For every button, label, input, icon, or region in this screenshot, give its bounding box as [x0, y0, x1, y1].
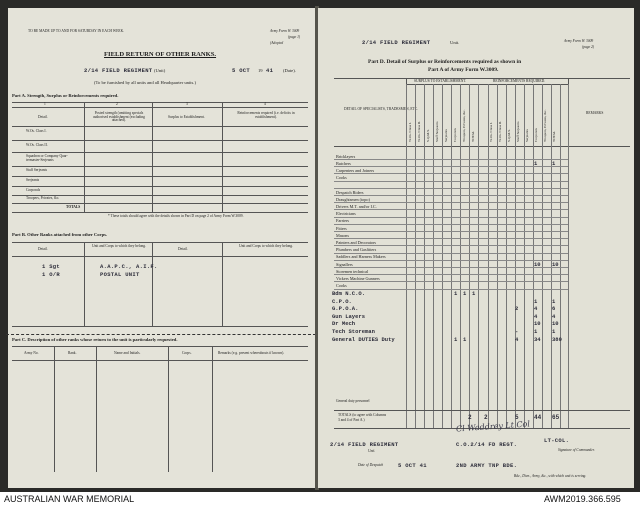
surplus-col-header: SURPLUS TO ESTABLISHMENT. [414, 79, 467, 83]
typed-row [318, 320, 634, 327]
trade-row-label: Masons [336, 232, 350, 238]
part-a-row-corporals: Corporals [26, 188, 41, 192]
rank-column-header: TOTAL [552, 130, 556, 142]
remarks-col-header: REMARKS [586, 111, 604, 115]
rank-column-header: W.Os. Class II. [417, 120, 421, 142]
typed-row-value: 1 [552, 297, 556, 305]
typed-row [318, 328, 634, 335]
part-b-header-unit-1: Unit and Corps to which they belong. [92, 244, 146, 248]
part-a-header-posted: Posted strength (omitting specials authorised establishment (excluding attached). [93, 111, 145, 123]
typed-row-label: Dr Mech [332, 320, 356, 328]
trade-row [318, 195, 634, 202]
trade-row-label: Saddlers and Harness Makers [336, 254, 386, 260]
part-b-entry-2-detail: 1 O/R [42, 271, 61, 278]
rank-column-header: Troopers, Privates, &c. [462, 109, 466, 142]
typed-row-value: 4 [534, 312, 538, 320]
trade-row-label: Carpenters and Joiners [336, 167, 375, 173]
trade-row [318, 238, 634, 245]
trade-row [318, 253, 634, 260]
trade-row [318, 181, 634, 188]
bottom-unit-label: Unit. [368, 449, 376, 453]
part-a-header-reinforcements: Reinforcements required (i.e. deficits in establishment). [237, 111, 295, 119]
part-a-heading: Part A. Strength, Surplus or Reinforcements required. [12, 93, 119, 98]
trade-row-label: Cooks [336, 175, 347, 181]
trade-row [318, 166, 634, 173]
rank-column-header: Serjeants [444, 129, 448, 142]
trade-row [318, 174, 634, 181]
part-a-row-privates: Troopers, Privates, &c. [26, 196, 60, 200]
year-value: 41 [266, 67, 274, 74]
typed-row [318, 313, 634, 320]
part-b-entry-1-detail: 1 Sgt [42, 263, 61, 270]
trade-row-value: 1 [552, 160, 556, 168]
typed-row-value: 4 [552, 312, 556, 320]
typed-row-value: 1 [534, 328, 538, 335]
part-a-totals-label: TOTALS [66, 205, 81, 209]
unit-name: 2/14 FIELD REGIMENT [84, 67, 153, 74]
typed-row-value: 6 [552, 305, 556, 313]
part-a-header-detail: Detail. [38, 115, 48, 119]
trade-row [318, 260, 634, 267]
trade-row-label: Bricklayers [336, 153, 356, 159]
right-page-number: (page 2) [582, 45, 595, 49]
typed-row [318, 305, 634, 312]
date-label: (Date). [283, 68, 296, 73]
part-a-row-cqms: Squadron or Company Quar-termaster-Serjeants [26, 154, 68, 162]
brigade-name: 2ND ARMY TNP BDE. [456, 462, 518, 469]
rank-column-header: Staff Serjeants [516, 121, 520, 142]
typed-row-value: - [515, 328, 519, 335]
trade-row [318, 231, 634, 238]
part-b-header-detail-2: Detail. [178, 247, 188, 251]
trade-row-value: 1 [534, 160, 538, 168]
rank-column-header: W.Os. Class I. [489, 122, 493, 142]
footer-right: AWM2019.366.595 [544, 494, 621, 504]
right-form-number: Army Form W. 3009 [564, 39, 594, 43]
trade-row [318, 274, 634, 281]
trade-row-label: Farriers [336, 218, 350, 224]
typed-row-label: Bdm N.C.O. [332, 290, 366, 297]
typed-row-value: 380 [552, 335, 562, 343]
typed-row-value: 10 [552, 320, 559, 328]
brigade-label: Bde., Divn., Army, &c., with which unit is serving. [514, 474, 587, 478]
return-date: 5 OCT [232, 67, 251, 74]
typed-row-label: General DUTIES Duty [332, 335, 395, 343]
total-reinf-1: 5 [515, 414, 519, 421]
part-a-colnum-3: 3 [186, 102, 188, 106]
typed-row-value: 2 [515, 305, 519, 313]
typed-row-value: 1 [552, 328, 556, 335]
trade-row-label: Electricians [336, 211, 356, 217]
rank-column-header: W.Os. Class II. [498, 120, 502, 142]
commander-rank: LT-COL. [544, 437, 570, 444]
trade-row-value: 10 [552, 261, 559, 268]
typed-row-value: 1 [454, 335, 458, 343]
part-a-row-serjeants: Serjeants [26, 178, 40, 182]
part-b-entry-2-unit: POSTAL UNIT [100, 271, 140, 278]
total-reinf-2: 44 [534, 414, 542, 421]
commander-signature: Cl Waddrey Lt Col [455, 419, 531, 434]
rank-column-header: Corporals [453, 128, 457, 142]
part-c-header-remarks: Remarks (e.g. present whereabouts if known). [218, 351, 285, 355]
part-c-heading: Part C. Description of other ranks whose return to the unit is particularly requested. [12, 337, 178, 342]
page-number: (page 1) [288, 35, 301, 39]
trade-row [318, 152, 634, 159]
typed-row-value: 1 [454, 290, 458, 297]
rank-column-header: Troopers, Privates, &c. [543, 109, 547, 142]
part-a-colnum-4: 4 [264, 102, 266, 106]
trade-row [318, 202, 634, 209]
part-c-header-name: Name and Initials. [114, 351, 141, 355]
part-c-header-rank: Rank. [68, 351, 77, 355]
trade-row [318, 188, 634, 195]
typed-row-value: 4 [515, 335, 519, 343]
part-a-row-wo1: W.Os. Class I. [26, 129, 47, 133]
part-a-header-surplus: Surplus to Establishment. [168, 115, 205, 119]
typed-row-value: 34 [534, 335, 541, 343]
total-surplus-1: 2 [468, 414, 472, 421]
form-title: FIELD RETURN OF OTHER RANKS. [104, 51, 217, 58]
trade-row-label: Vickers Machine Gunners [336, 275, 380, 281]
rank-column-header: S.Q.M.S. [507, 128, 511, 142]
typed-row-value: 1 [463, 335, 467, 343]
left-page [8, 8, 316, 488]
despatch-date: 5 OCT 41 [398, 462, 427, 469]
trade-row-label: Fitters [336, 225, 347, 231]
typed-row [318, 336, 634, 343]
typed-row [318, 298, 634, 305]
trade-row-label: Draughtsmen (topo) [336, 196, 370, 202]
typed-row-label: G.P.O.A. [332, 305, 359, 313]
year-prefix: 19 [258, 68, 263, 73]
total-reinf-3: 65 [552, 414, 560, 421]
trade-row [318, 246, 634, 253]
part-a-colnum-1: 1 [44, 102, 46, 106]
part-b-header-detail-1: Detail. [38, 247, 48, 251]
part-d-title-1: Part D. Detail of Surplus or Reinforcements required as shown in [368, 59, 522, 65]
part-b-heading: Part B. Other Ranks attached from other Corps. [12, 232, 108, 237]
trade-row-label: Painters and Decorators [336, 239, 377, 245]
part-c-header-corps: Corps. [182, 351, 192, 355]
form-number: Army Form W. 3009 [270, 29, 300, 33]
trade-row [318, 224, 634, 231]
rank-column-header: Serjeants [525, 129, 529, 142]
typed-row-label: C.P.O. [332, 297, 352, 305]
general-duty-label: General duty personnel [336, 399, 370, 403]
part-d-title-2: Part A of Army Form W.3009. [428, 67, 499, 73]
typed-row [318, 290, 634, 297]
rank-column-header: Corporals [534, 128, 538, 142]
total-surplus-2: 2 [484, 414, 488, 421]
trade-row-label: Cooks [336, 283, 347, 289]
trade-row [318, 282, 634, 289]
part-c-header-army-no: Army No. [24, 351, 39, 355]
typed-row-label: Tech Storeman [332, 328, 375, 335]
trade-row [318, 267, 634, 274]
part-b-header-unit-2: Unit and Corps to which they belong. [239, 244, 293, 248]
right-page [318, 8, 634, 488]
bottom-unit-name: 2/14 FIELD REGIMENT [330, 441, 399, 448]
commander-designation: C.O.2/14 FD REGT. [456, 441, 518, 448]
rank-column-header: TOTAL [471, 130, 475, 142]
footer-left: AUSTRALIAN WAR MEMORIAL [4, 494, 135, 504]
trade-row-value: 10 [534, 261, 541, 268]
right-unit-name: 2/14 FIELD REGIMENT [362, 39, 431, 46]
totals-label: TOTALS (to agree with Columns [338, 413, 387, 417]
trade-row-label: Drivers M.T. and/or I.C. [336, 203, 377, 209]
right-unit-label: Unit. [450, 40, 460, 45]
totals-label-2: 3 and 4 of Part A.) [338, 418, 365, 422]
part-b-entry-1-unit: A.A.P.C., A.I.F. [100, 263, 158, 270]
rank-column-header: S.Q.M.S. [426, 128, 430, 142]
trade-row-label: Despatch Riders [336, 189, 364, 195]
detail-col-header: DETAIL OF SPECIALISTS, TRADESMEN, ETC. [344, 107, 419, 111]
part-a-row-wo2: W.Os. Class II. [26, 143, 48, 147]
top-note: TO BE MADE UP TO AND FOR SATURDAY IN EACH WEEK. [28, 29, 125, 33]
part-a-footnote: * These totals should agree with the details shown in Part D on page 2 of Army Form W.3009. [108, 214, 244, 218]
typed-row-value: 1 [472, 290, 476, 297]
despatch-label: Date of Despatch [358, 463, 384, 467]
typed-row-value: 4 [534, 305, 538, 313]
part-a-row-staff-sjt: Staff Serjeants [26, 168, 47, 172]
part-a-colnum-2: 2 [116, 102, 118, 106]
rank-column-header: W.Os. Class I. [408, 122, 412, 142]
typed-row-value: 1 [534, 297, 538, 305]
adopted-note: (Adopted [270, 41, 284, 45]
typed-row-value: 1 [463, 290, 467, 297]
trade-row-label: Plumbers and Gasfitters [336, 247, 377, 253]
typed-row-label: Gun Layers [332, 312, 366, 320]
trade-row [318, 159, 634, 166]
unit-label: (Unit) [154, 68, 166, 73]
trade-row [318, 210, 634, 217]
trade-row-label: Storemen technical [336, 268, 369, 274]
trade-row-label: Signallers [336, 261, 353, 267]
subtitle: (To be furnished by all units and all Headquarter units.) [94, 80, 196, 85]
reinforcements-col-header: REINFORCEMENTS REQUIRED. [493, 79, 546, 83]
trade-row [318, 217, 634, 224]
commander-label: Signature of Commander. [558, 448, 595, 452]
rank-column-header: Staff Serjeants [435, 121, 439, 142]
typed-row-value: 10 [534, 320, 541, 328]
trade-row-label: Butchers [336, 160, 351, 166]
